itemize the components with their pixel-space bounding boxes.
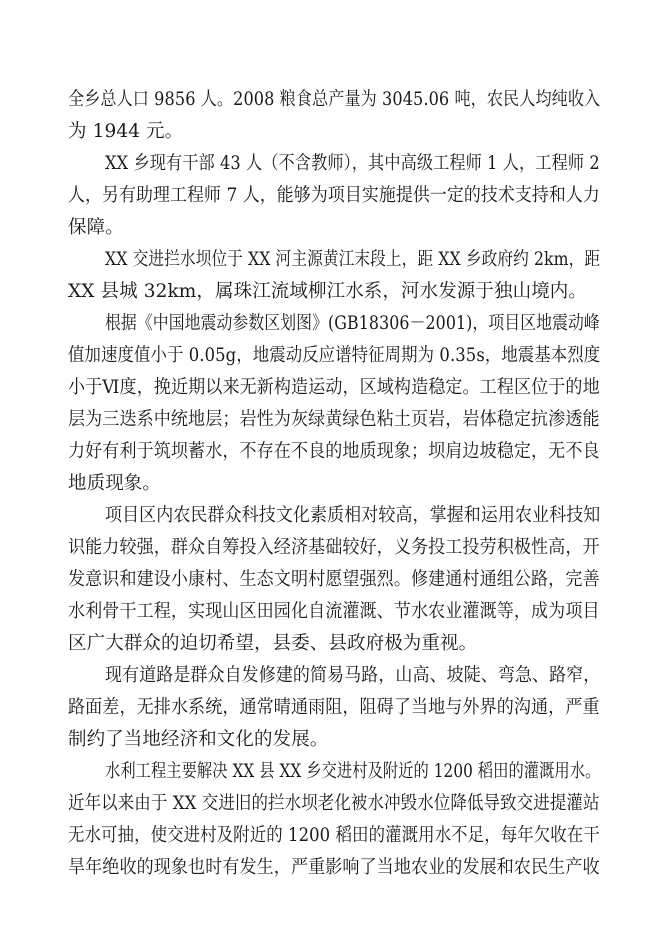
- text-line: 值加速度值小于 0.05g，地震动反应谱特征周期为 0.35s，地震基本烈度: [68, 345, 601, 366]
- text-line: XX 县城 32km，属珠江流域柳江水系，河水发源于独山境内。: [68, 281, 587, 302]
- text-line: 现有道路是群众自发修建的简易马路，山高、坡陡、弯急、路窄，: [105, 665, 601, 686]
- text-line: 水利骨干工程，实现山区田园化自流灌溉、节水农业灌溉等，成为项目: [68, 601, 600, 622]
- text-line: 制约了当地经济和文化的发展。: [68, 729, 329, 750]
- text-line: 为 1944 元。: [68, 121, 184, 142]
- text-line: 近年以来由于 XX 交进旧的拦水坝老化被水冲毁水位降低导致交进提灌站: [68, 793, 600, 814]
- text-line: 水利工程主要解决 XX 县 XX 乡交进村及附近的 1200 稻田的灌溉用水。: [105, 761, 601, 782]
- text-line: 路面差，无排水系统，通常晴通雨阻，阻碍了当地与外界的沟通，严重: [68, 697, 600, 718]
- text-line: 旱年绝收的现象也时有发生，严重影响了当地农业的发展和农民生产收: [68, 857, 600, 878]
- text-line: 无水可抽，使交进村及附近的 1200 稻田的灌溉用水不足，每年欠收在干: [68, 825, 600, 846]
- text-line: 项目区内农民群众科技文化素质相对较高，掌握和运用农业科技知: [105, 505, 601, 526]
- text-line: XX 交进拦水坝位于 XX 河主源黄江末段上，距 XX 乡政府约 2km，距: [105, 249, 601, 270]
- text-line: 识能力较强，群众自筹投入经济基础较好，义务投工投劳积极性高，开: [68, 537, 600, 558]
- text-line: 小于Ⅵ度，挽近期以来无新构造运动，区域构造稳定。工程区位于的地: [68, 377, 600, 398]
- text-line: 区广大群众的迫切希望，县委、县政府极为重视。: [68, 633, 478, 654]
- text-line: 根据《中国地震动参数区划图》(GB18306－2001)，项目区地震动峰: [105, 313, 600, 334]
- text-line: 层为三迭系中统地层；岩性为灰绿黄绿色粘土页岩，岩体稳定抗渗透能: [68, 409, 600, 430]
- text-line: 发意识和建设小康村、生态文明村愿望强烈。修建通村通组公路，完善: [68, 569, 600, 590]
- text-line: 全乡总人口 9856 人。2008 粮食总产量为 3045.06 吨，农民人均纯收入: [68, 89, 601, 110]
- text-line: 力好有利于筑坝蓄水，不存在不良的地质现象；坝肩边坡稳定，无不良: [68, 441, 600, 462]
- text-line: 保障。: [68, 217, 124, 238]
- text-line: XX 乡现有干部 43 人（不含教师），其中高级工程师 1 人，工程师 2: [105, 153, 600, 174]
- text-line: 人，另有助理工程师 7 人，能够为项目实施提供一定的技术支持和人力: [68, 185, 600, 206]
- text-line: 地质现象。: [68, 473, 162, 494]
